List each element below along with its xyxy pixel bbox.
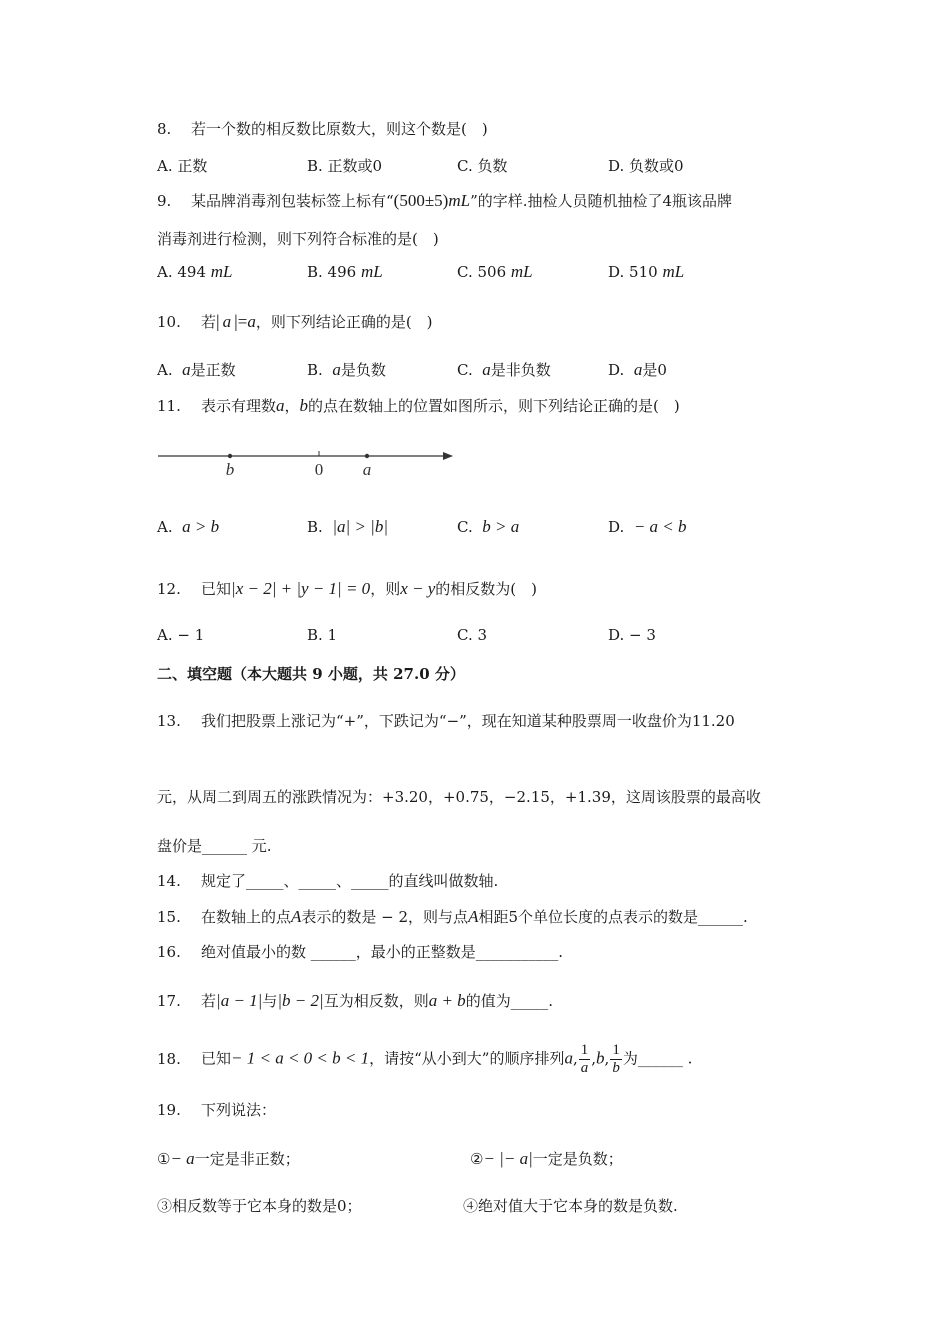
numerator: 1 [580,1042,589,1058]
question-16 [157,941,563,962]
statement-mark: ① [157,1150,171,1168]
question-number: 11. [157,397,181,415]
question-number: 13. [157,712,181,730]
option-letter: A. [157,361,173,379]
option-letter: B. [307,518,323,536]
statement-text: 一定是负数； [532,1150,623,1168]
question-text-mid2: 互为相反数，则 [323,992,429,1010]
option-d [608,262,684,282]
question-number: 14. [157,872,181,890]
option-d-unit: mL [662,262,685,281]
statement-1 [157,1148,300,1169]
option-c [457,262,533,282]
option-d [608,359,667,380]
question-13-line2: 元，从周二到周五的涨跌情况为：+3.20，+0.75，−2.15，+1.39，这周该股票的最高收 [157,788,761,806]
question-number: 10. [157,313,181,331]
question-text-mid: 与 [262,992,278,1010]
question-14 [157,870,498,891]
option-letter: D. [608,361,625,379]
question-text: 我们把股票上涨记为“+”，下跌记为“−”，现在知道某种股票周一收盘价为11.20 [201,712,735,730]
option-c-unit: mL [510,262,533,281]
statement-4: ④绝对值大于它本身的数是负数. [463,1197,678,1215]
statement-3: ③相反数等于它本身的数是0； [157,1197,362,1215]
option-c [457,359,551,380]
question-number: 15. [157,908,181,926]
question-13-line3: 盘价是______ 元. [157,837,272,855]
formula: (500±5) [393,191,449,210]
abs-bar-left: | [216,311,220,331]
statement-expr: − a [170,1149,195,1168]
option-d: D. − 3 [608,626,656,644]
option-c: C. 负数 [457,157,508,175]
option-letter: A. [157,518,173,536]
point-var-2: A [468,907,479,926]
option-text: 是非负数 [490,361,551,379]
option-b [307,517,388,537]
question-text: 在数轴上的点 [201,908,292,926]
inequality: − 1 < a < 0 < b < 1 [231,1048,370,1068]
question-text: 下列说法： [201,1101,277,1119]
option-expr: a > b [182,517,220,536]
option-letter: C. [457,518,473,536]
option-c: C. 3 [457,626,488,644]
point-b [228,454,232,458]
question-15 [157,906,748,927]
option-d: D. 负数或0 [608,157,684,175]
fraction-1-over-a [579,1042,591,1077]
expression-1: |a − 1| [216,991,263,1010]
number-line-figure [150,440,470,482]
label-b: b [225,460,235,479]
comma: , [572,1049,578,1068]
expression-3: a + b [428,991,466,1010]
abs-bar-right: | [234,311,238,331]
option-b-unit: mL [360,262,383,281]
statement-text: 一定是非正数； [194,1150,300,1168]
fraction-1-over-b [610,1042,622,1077]
question-9-line2: 消毒剂进行检测，则下列符合标准的是( ) [157,230,439,248]
numerator: 1 [612,1042,620,1058]
question-number: 12. [157,580,181,598]
unit: mL [448,191,471,210]
option-b [307,262,383,282]
question-13 [157,710,735,731]
comma: , [604,1049,610,1068]
question-text: 若一个数的相反数比原数大，则这个数是( ) [191,120,488,138]
option-expr: |a| > |b| [332,517,389,536]
question-number: 19. [157,1101,181,1119]
option-b: B. 正数或0 [307,157,383,175]
option-a [157,359,236,380]
option-c [457,517,519,537]
var-b: b [299,396,309,415]
option-a: A. 正数 [157,157,208,175]
rhs-variable: a [247,312,256,331]
question-number: 16. [157,943,181,961]
question-text-cont: 的值为_____. [465,992,553,1010]
seq-a: a [564,1048,573,1068]
option-c-value: C. 506 [457,263,507,281]
expression-2: |b − 2| [277,991,324,1010]
statement-expr: − |− a| [483,1149,533,1168]
question-text-cont: 为______ . [622,1049,693,1068]
question-text-cont: 相距5个单位长度的点表示的数是______. [478,908,748,926]
option-a-unit: mL [210,262,233,281]
statement-2 [470,1148,623,1169]
question-number: 18. [157,1049,181,1068]
option-letter: B. [307,361,323,379]
option-a [157,517,219,537]
question-18 [157,1042,692,1077]
option-letter: D. [608,518,625,536]
point-var: A [291,907,302,926]
option-var: a [332,360,341,379]
option-expr: − a < b [633,517,687,536]
option-d [608,517,687,537]
equation: |x − 2| + |y − 1| = 0 [231,579,371,598]
option-d-value: D. 510 [608,263,658,281]
question-text-cont: 的点在数轴上的位置如图所示，则下列结论正确的是( ) [308,397,680,415]
option-letter: C. [457,361,473,379]
separator: ， [284,397,300,415]
option-text: 是正数 [190,361,236,379]
question-text: 表示有理数 [201,397,277,415]
comma: , [591,1049,597,1068]
question-text-cont: ，则下列结论正确的是( ) [255,313,433,331]
label-a: a [362,460,372,479]
equals: = [237,312,248,331]
question-text: 规定了_____、_____、_____的直线叫做数轴. [201,872,499,890]
abs-variable: a [222,312,232,331]
question-text-mid: ，请按“从小到大”的顺序排列 [369,1049,565,1068]
statement-mark: ② [470,1150,484,1168]
option-var: a [182,360,191,379]
question-text-mid: ，则 [370,580,401,598]
question-8 [157,118,488,139]
question-text: 已知 [201,1049,232,1068]
question-text-cont: ”的字样.抽检人员随机抽检了4瓶该品牌 [470,192,733,210]
point-a [365,454,369,458]
denominator: a [580,1060,589,1076]
option-text: 是0 [642,361,667,379]
question-number: 17. [157,992,181,1010]
option-var: a [482,360,491,379]
question-11 [157,395,680,416]
question-text-cont: 的相反数为( ) [435,580,537,598]
option-a: A. − 1 [157,626,205,644]
seq-b: b [596,1048,605,1068]
option-b-value: B. 496 [307,263,357,281]
question-text: 已知 [201,580,232,598]
option-b [307,359,386,380]
question-text-mid: 表示的数是 − 2，则与点 [301,908,469,926]
question-text: 若 [201,992,217,1010]
question-text: 若 [201,313,217,331]
question-10 [157,311,433,332]
question-number: 8. [157,120,172,138]
section-heading: 二、填空题（本大题共 9 小题，共 27.0 分） [157,665,465,683]
question-12 [157,578,537,599]
question-9 [157,190,732,211]
label-0: 0 [314,460,324,479]
question-text: 绝对值最小的数 ______，最小的正整数是___________. [201,943,564,961]
var-a: a [276,396,285,415]
option-expr: b > a [482,517,520,536]
question-number: 9. [157,192,172,210]
option-text: 是负数 [340,361,386,379]
arrow-head-icon [443,452,453,460]
option-b: B. 1 [307,626,338,644]
option-a-value: A. 494 [157,263,206,281]
option-var: a [633,360,643,379]
question-text: 某品牌消毒剂包装标签上标有“ [191,192,394,210]
option-a [157,262,233,282]
question-17 [157,990,553,1011]
expression: x − y [400,579,436,598]
question-19 [157,1099,276,1120]
denominator: b [612,1060,620,1076]
